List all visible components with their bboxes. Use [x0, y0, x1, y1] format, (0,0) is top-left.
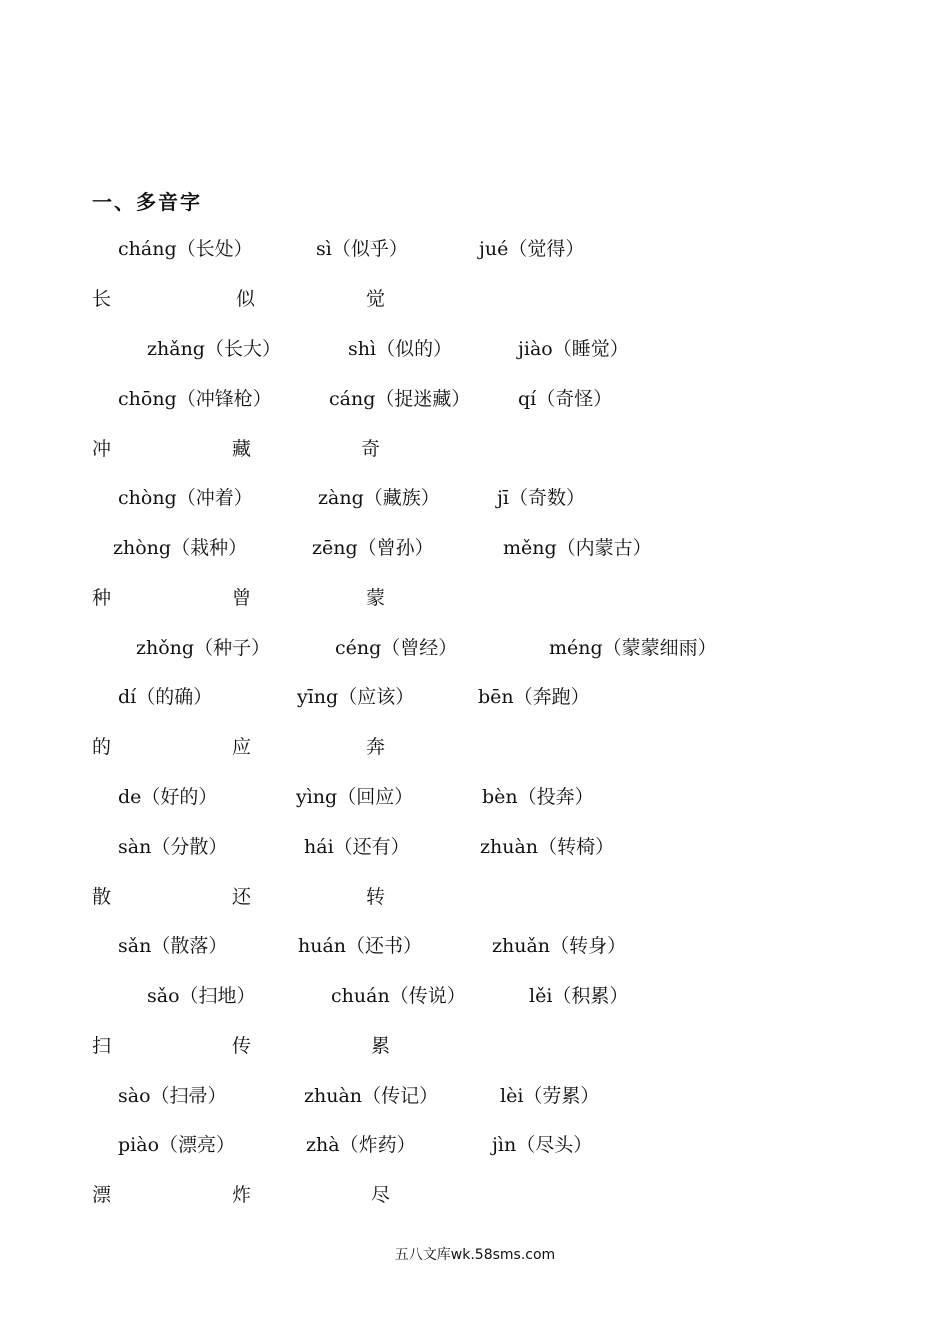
- reading-item: [304, 834, 410, 860]
- pinyin: lèi: [500, 1085, 524, 1107]
- example-word: （曾经）: [381, 637, 458, 659]
- pinyin: bēn: [478, 686, 514, 708]
- reading-item: [118, 236, 253, 262]
- polyphonic-char: 累: [371, 1035, 391, 1057]
- example-word: （奔跑）: [513, 686, 590, 708]
- pinyin: sào: [118, 1085, 151, 1107]
- pinyin: bèn: [482, 786, 518, 808]
- example-word: （觉得）: [508, 238, 585, 260]
- reading-item: [118, 1083, 227, 1109]
- pinyin: sǎn: [118, 935, 152, 957]
- reading-item: [478, 684, 590, 710]
- reading-item: [479, 236, 584, 262]
- reading-item: [297, 684, 414, 710]
- pinyin: jī: [497, 487, 509, 509]
- pinyin: cháng: [118, 238, 177, 260]
- example-word: （还书）: [346, 935, 423, 957]
- pinyin: zhǎng: [147, 338, 205, 360]
- example-word: （转身）: [550, 935, 627, 957]
- example-word: （似乎）: [331, 238, 408, 260]
- pinyin: méng: [549, 637, 603, 659]
- pinyin: shì: [348, 338, 377, 360]
- example-word: （分散）: [151, 836, 228, 858]
- reading-item: [118, 386, 272, 412]
- polyphonic-char: 尽: [371, 1184, 391, 1206]
- reading-item: [492, 933, 626, 959]
- reading-item: [518, 386, 612, 412]
- example-word: （应该）: [338, 686, 415, 708]
- example-word: （捉迷藏）: [375, 388, 471, 410]
- pinyin: dí: [118, 686, 137, 708]
- pinyin: zhòng: [113, 537, 172, 559]
- example-word: （蒙蒙细雨）: [602, 637, 717, 659]
- reading-item: [118, 834, 227, 860]
- polyphonic-char: 还: [232, 886, 252, 908]
- polyphonic-char: 藏: [232, 438, 252, 460]
- pinyin: jué: [479, 238, 509, 260]
- pinyin: cáng: [329, 388, 376, 410]
- example-word: （散落）: [151, 935, 228, 957]
- polyphonic-char: 散: [92, 886, 112, 908]
- reading-item: [316, 236, 408, 262]
- pinyin: zàng: [318, 487, 364, 509]
- pinyin: měng: [503, 537, 557, 559]
- example-word: （投奔）: [517, 786, 594, 808]
- polyphonic-char: 奇: [361, 438, 381, 460]
- reading-item: [529, 983, 628, 1009]
- reading-item: [482, 784, 594, 810]
- example-word: （种子）: [194, 637, 271, 659]
- pinyin: chuán: [331, 985, 390, 1007]
- polyphonic-char: 传: [232, 1035, 252, 1057]
- pinyin: chōng: [118, 388, 177, 410]
- pinyin: huán: [298, 935, 347, 957]
- pinyin: zhǒng: [136, 637, 195, 659]
- example-word: （冲锋枪）: [176, 388, 272, 410]
- pinyin: de: [118, 786, 142, 808]
- example-word: （尽头）: [516, 1134, 593, 1156]
- example-word: （似的）: [376, 338, 453, 360]
- reading-item: [298, 933, 422, 959]
- example-word: （睡觉）: [552, 338, 629, 360]
- example-word: （曾孙）: [357, 537, 434, 559]
- polyphonic-char: 冲: [92, 438, 112, 460]
- reading-item: [136, 635, 270, 661]
- example-word: （内蒙古）: [556, 537, 652, 559]
- pinyin: sǎo: [147, 985, 180, 1007]
- polyphonic-char: 奔: [366, 736, 386, 758]
- reading-item: [503, 535, 652, 561]
- example-word: （炸药）: [339, 1134, 416, 1156]
- polyphonic-char: 扫: [92, 1035, 112, 1057]
- example-word: （还有）: [333, 836, 410, 858]
- reading-item: [497, 485, 585, 511]
- polyphonic-char: 炸: [232, 1184, 252, 1206]
- pinyin: chòng: [118, 487, 177, 509]
- reading-item: [312, 535, 434, 561]
- pinyin: sì: [316, 238, 332, 260]
- footer-watermark: 五八文库wk.58sms.com: [394, 1247, 556, 1263]
- pinyin: céng: [335, 637, 382, 659]
- reading-item: [348, 336, 452, 362]
- polyphonic-char: 长: [92, 288, 112, 310]
- pinyin: sàn: [118, 836, 152, 858]
- reading-item: [306, 1132, 416, 1158]
- pinyin: piào: [118, 1134, 160, 1156]
- reading-item: [118, 684, 212, 710]
- example-word: （奇怪）: [536, 388, 613, 410]
- polyphonic-char: 觉: [366, 288, 386, 310]
- reading-item: [518, 336, 629, 362]
- reading-item: [304, 1083, 438, 1109]
- pinyin: qí: [518, 388, 537, 410]
- example-word: （积累）: [552, 985, 629, 1007]
- example-word: （长大）: [204, 338, 281, 360]
- polyphonic-char: 似: [236, 288, 256, 310]
- reading-item: [113, 535, 247, 561]
- polyphonic-char: 漂: [92, 1184, 112, 1206]
- example-word: （传记）: [362, 1085, 439, 1107]
- example-word: （回应）: [337, 786, 414, 808]
- reading-item: [118, 784, 217, 810]
- polyphonic-char: 应: [232, 736, 252, 758]
- pinyin: jiào: [518, 338, 553, 360]
- pinyin: zhuǎn: [492, 935, 551, 957]
- example-word: （扫帚）: [150, 1085, 227, 1107]
- pinyin: zhuàn: [480, 836, 539, 858]
- reading-item: [118, 933, 227, 959]
- reading-item: [296, 784, 413, 810]
- polyphonic-char: 转: [366, 886, 386, 908]
- polyphonic-char: 种: [92, 587, 112, 609]
- example-word: （的确）: [136, 686, 213, 708]
- reading-item: [331, 983, 466, 1009]
- polyphonic-char: 曾: [232, 587, 252, 609]
- section-title: 一、多音字: [92, 190, 202, 214]
- reading-item: [147, 336, 281, 362]
- example-word: （冲着）: [176, 487, 253, 509]
- reading-item: [492, 1132, 592, 1158]
- reading-item: [118, 485, 253, 511]
- reading-item: [147, 983, 256, 1009]
- example-word: （奇数）: [508, 487, 585, 509]
- reading-item: [549, 635, 717, 661]
- pinyin: hái: [304, 836, 334, 858]
- polyphonic-char: 的: [92, 736, 112, 758]
- example-word: （长处）: [176, 238, 253, 260]
- pinyin: zēng: [312, 537, 358, 559]
- pinyin: yìng: [296, 786, 338, 808]
- reading-item: [118, 1132, 235, 1158]
- example-word: （漂亮）: [159, 1134, 236, 1156]
- example-word: （扫地）: [179, 985, 256, 1007]
- reading-item: [329, 386, 470, 412]
- pinyin: zhuàn: [304, 1085, 363, 1107]
- example-word: （转椅）: [538, 836, 615, 858]
- example-word: （劳累）: [523, 1085, 600, 1107]
- polyphonic-char: 蒙: [366, 587, 386, 609]
- pinyin: zhà: [306, 1134, 340, 1156]
- pinyin: lěi: [529, 985, 553, 1007]
- reading-item: [318, 485, 440, 511]
- example-word: （藏族）: [363, 487, 440, 509]
- reading-item: [335, 635, 457, 661]
- reading-item: [480, 834, 614, 860]
- example-word: （传说）: [389, 985, 466, 1007]
- pinyin: yīng: [297, 686, 339, 708]
- pinyin: jìn: [492, 1134, 517, 1156]
- example-word: （好的）: [141, 786, 218, 808]
- example-word: （栽种）: [171, 537, 248, 559]
- reading-item: [500, 1083, 599, 1109]
